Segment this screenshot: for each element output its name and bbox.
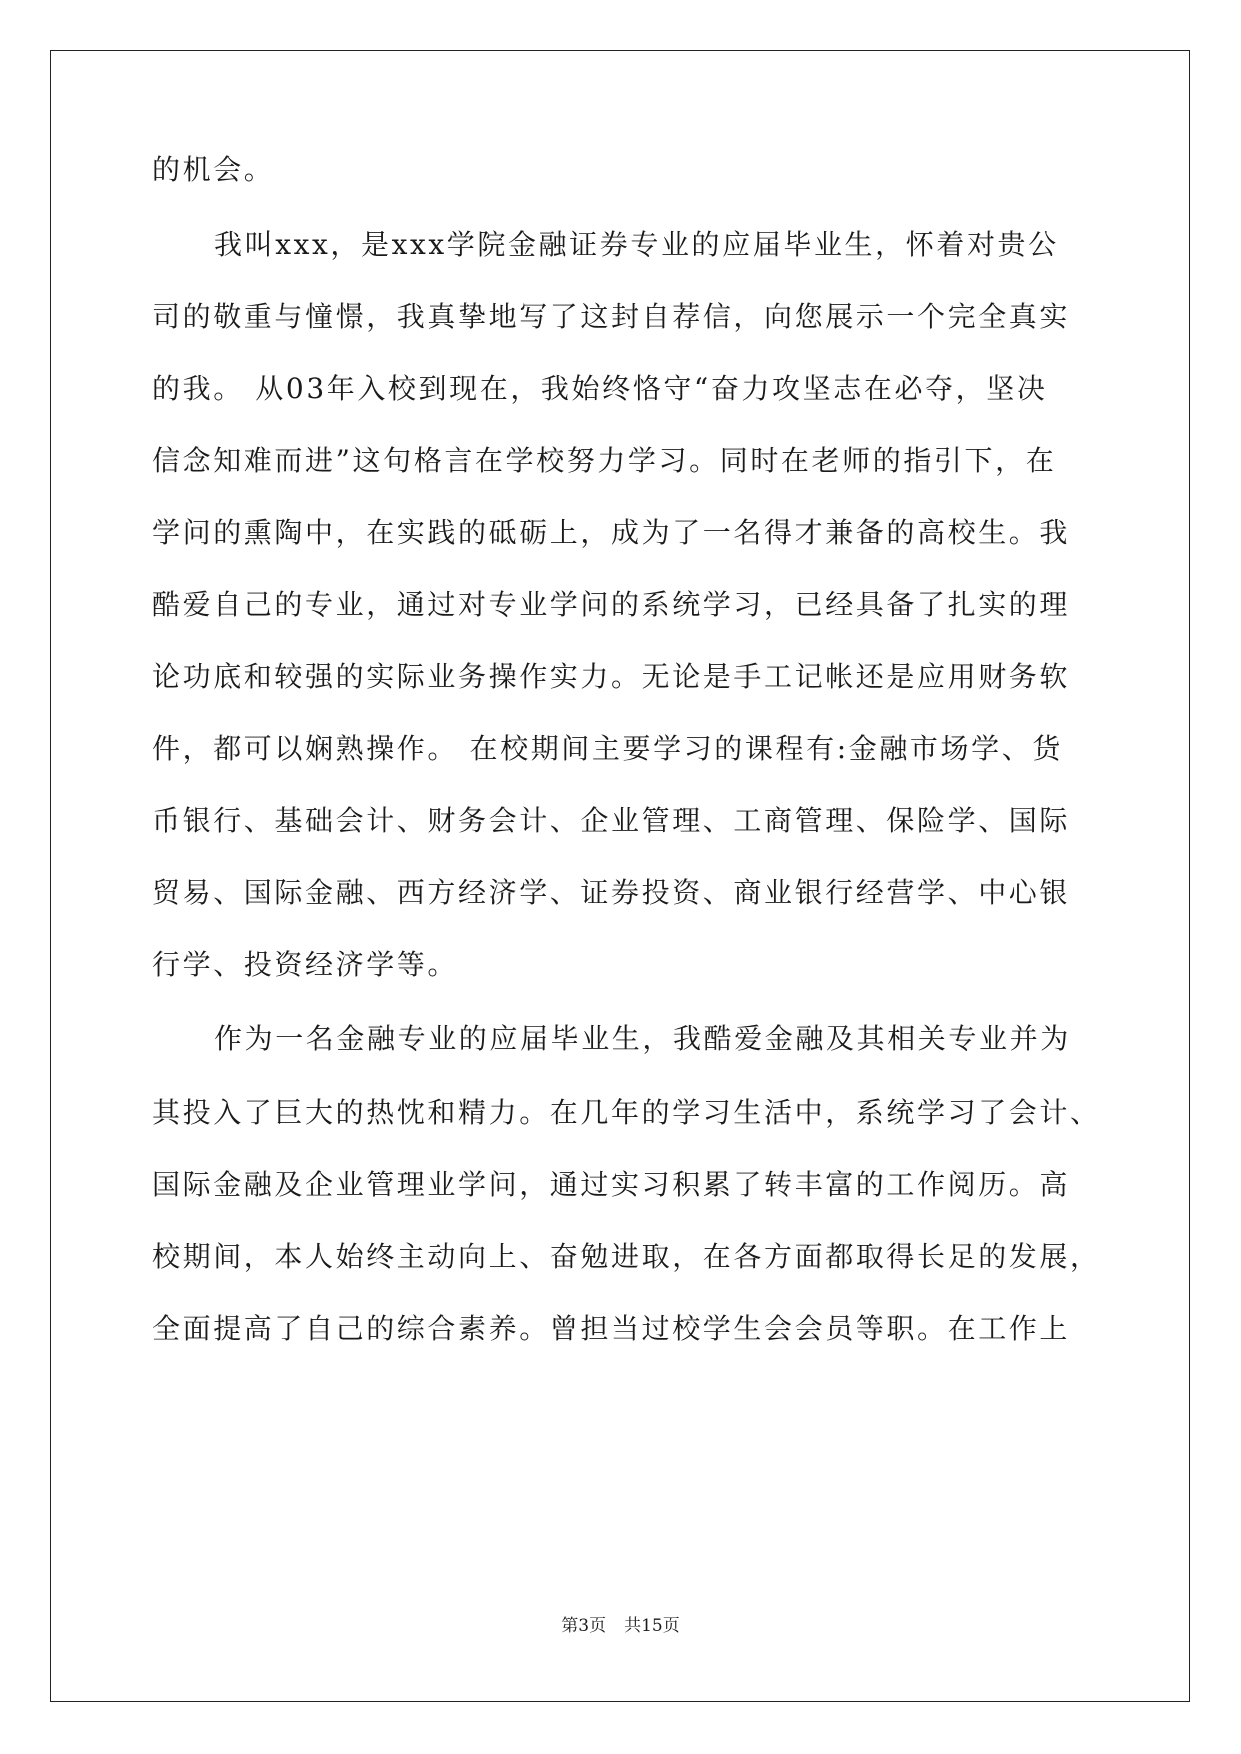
text-line: 件，都可以娴熟操作。 在校期间主要学习的课程有:金融市场学、货 bbox=[152, 732, 1063, 765]
text-line: 行学、投资经济学等。 bbox=[152, 948, 459, 981]
text-line: 校期间，本人始终主动向上、奋勉进取，在各方面都取得长足的发展， bbox=[152, 1240, 1101, 1273]
text-line: 贸易、国际金融、西方经济学、证券投资、商业银行经营学、中心银 bbox=[152, 876, 1071, 909]
text-line: 学问的熏陶中，在实践的砥砺上，成为了一名得才兼备的高校生。我 bbox=[152, 516, 1071, 549]
text-line: 论功底和较强的实际业务操作实力。无论是手工记帐还是应用财务软 bbox=[152, 660, 1071, 693]
text-line: 其投入了巨大的热忱和精力。在几年的学习生活中，系统学习了会计、 bbox=[152, 1096, 1101, 1129]
page-number: 第3页 bbox=[561, 1616, 607, 1636]
text-line: 我叫xxx，是xxx学院金融证券专业的应届毕业生，怀着对贵公 bbox=[214, 228, 1059, 261]
text-line: 的我。 从03年入校到现在，我始终恪守“奋力攻坚志在必夺，坚决 bbox=[152, 372, 1048, 405]
text-line: 币银行、基础会计、财务会计、企业管理、工商管理、保险学、国际 bbox=[152, 804, 1071, 837]
text-line: 作为一名金融专业的应届毕业生，我酷爱金融及其相关专业并为 bbox=[214, 1022, 1071, 1055]
page-total: 共15页 bbox=[624, 1616, 680, 1636]
text-line: 司的敬重与憧憬，我真挚地写了这封自荐信，向您展示一个完全真实 bbox=[152, 300, 1071, 333]
text-line: 全面提高了自己的综合素养。曾担当过校学生会会员等职。在工作上 bbox=[152, 1312, 1071, 1345]
text-line: 酷爱自己的专业，通过对专业学问的系统学习，已经具备了扎实的理 bbox=[152, 588, 1071, 621]
text-line: 国际金融及企业管理业学问，通过实习积累了转丰富的工作阅历。高 bbox=[152, 1168, 1071, 1201]
text-line: 的机会。 bbox=[152, 153, 275, 186]
text-line: 信念知难而进”这句格言在学校努力学习。同时在老师的指引下，在 bbox=[152, 444, 1057, 477]
page-footer bbox=[0, 1614, 1241, 1638]
